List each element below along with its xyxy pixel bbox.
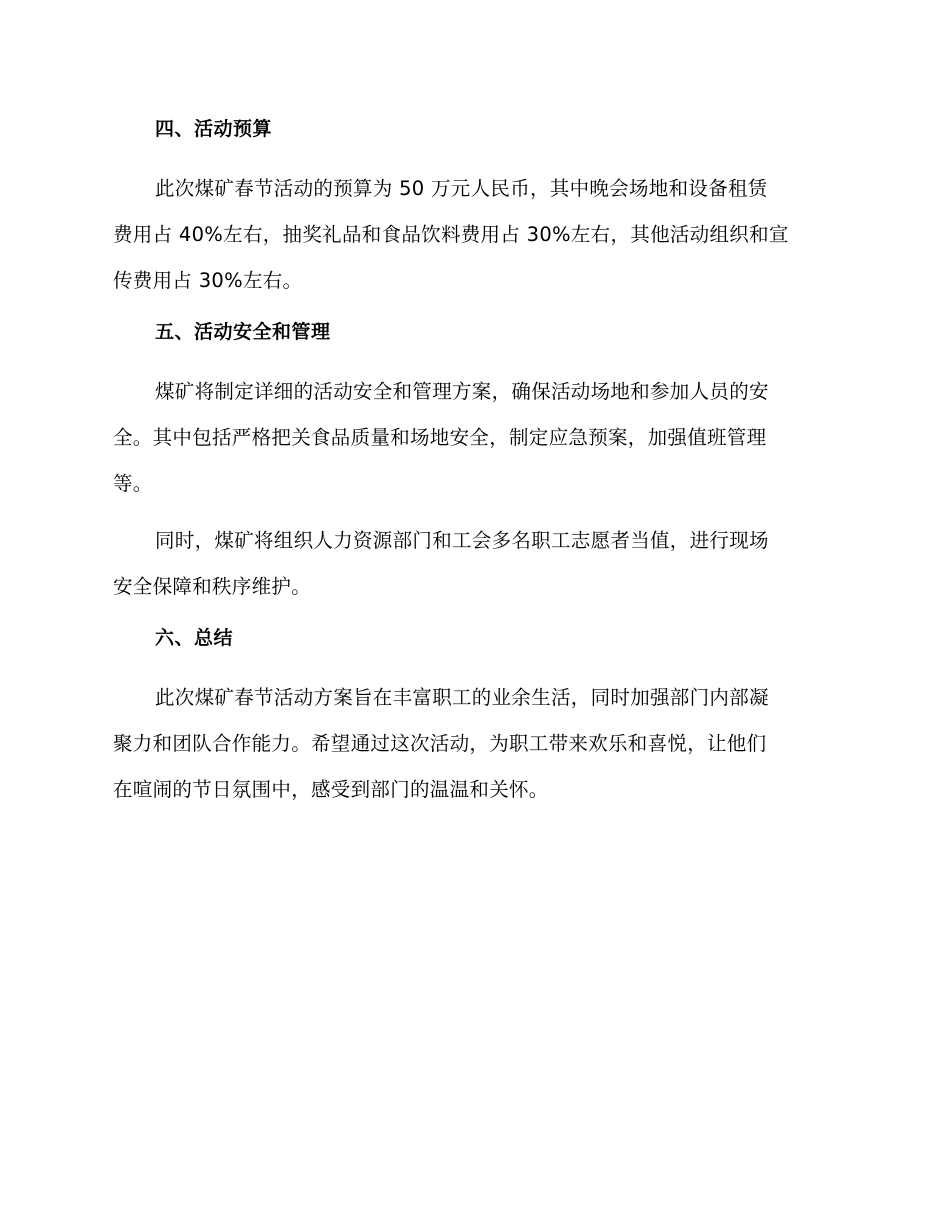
section-heading: 四、活动预算: [155, 118, 273, 140]
paragraph-line: 等。: [113, 472, 153, 495]
paragraph-line: 此次煤矿春节活动方案旨在丰富职工的业余生活，同时加强部门内部凝: [155, 686, 769, 709]
section-budget: [113, 112, 835, 304]
document-page: [113, 112, 835, 824]
paragraph: [113, 166, 835, 304]
paragraph-line: 同时，煤矿将组织人力资源部门和工会多名职工志愿者当值，进行现场: [155, 529, 769, 552]
paragraph: [113, 518, 835, 610]
paragraph-line: 聚力和团队合作能力。希望通过这次活动，为职工带来欢乐和喜悦，让他们: [113, 732, 767, 755]
paragraph-line: 在喧闹的节日氛围中，感受到部门的温温和关怀。: [113, 778, 549, 801]
section-safety: [113, 315, 835, 610]
paragraph-line: 此次煤矿春节活动的预算为 50 万元人民币，其中晚会场地和设备租赁: [155, 177, 768, 200]
paragraph-line: 费用占 40%左右，抽奖礼品和食品饮料费用占 30%左右，其他活动组织和宣: [113, 223, 789, 246]
paragraph-line: 全。其中包括严格把关食品质量和场地安全，制定应急预案，加强值班管理: [113, 426, 767, 449]
section-heading: 五、活动安全和管理: [155, 321, 331, 343]
paragraph: [113, 369, 835, 507]
paragraph: [113, 675, 835, 813]
paragraph-line: 安全保障和秩序维护。: [113, 575, 312, 598]
section-summary: [113, 621, 835, 813]
paragraph-line: 传费用占 30%左右。: [113, 269, 303, 292]
section-heading: 六、总结: [155, 627, 234, 649]
paragraph-line: 煤矿将制定详细的活动安全和管理方案，确保活动场地和参加人员的安: [155, 380, 769, 403]
